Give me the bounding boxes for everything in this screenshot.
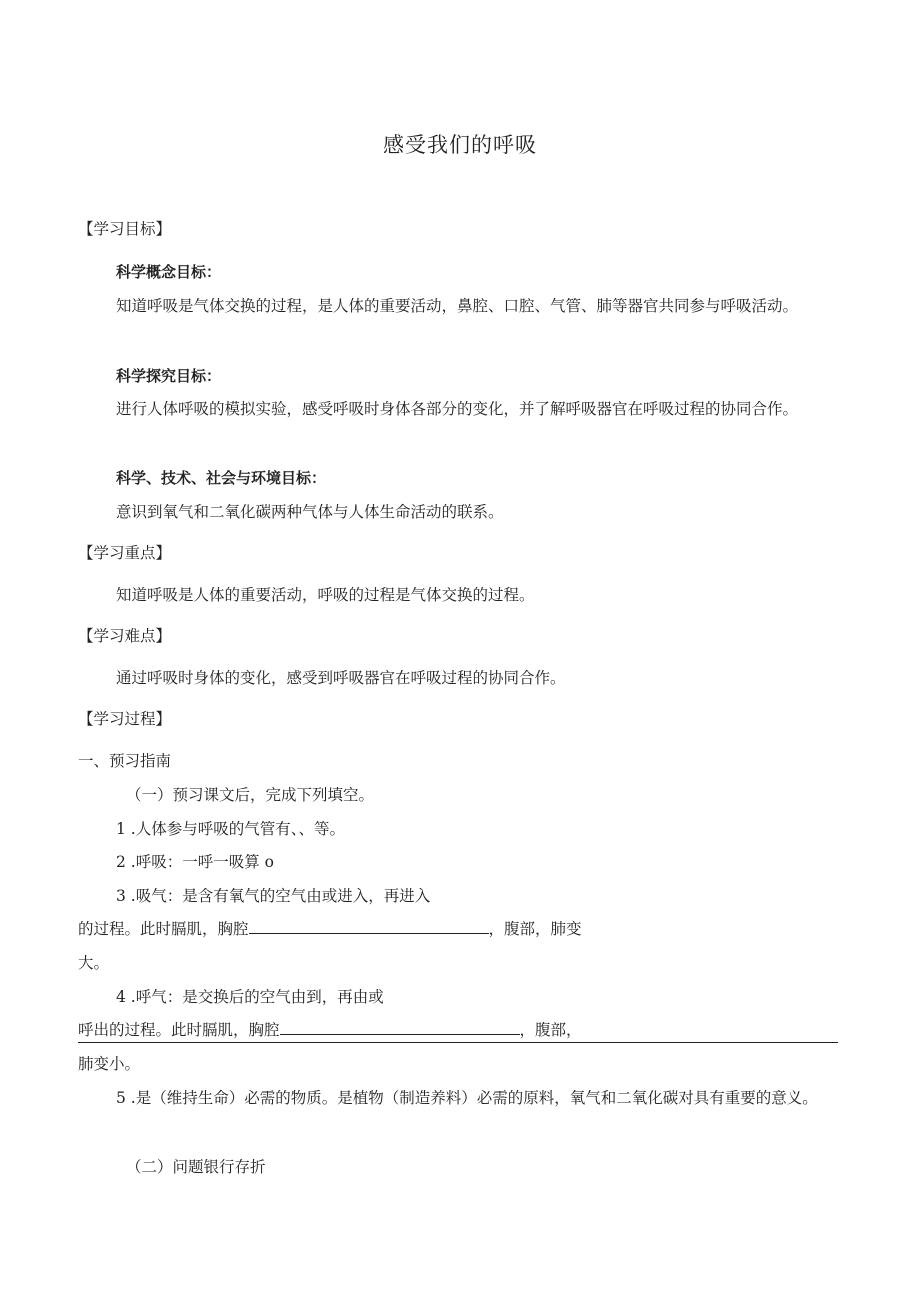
difficulties-heading: 【学习难点】 bbox=[78, 627, 172, 645]
question-2: 2 .呼吸：一呼一吸算 o bbox=[116, 853, 274, 871]
question-3-line2 bbox=[78, 919, 582, 939]
process-heading: 【学习过程】 bbox=[78, 710, 172, 728]
question-4-line1: 4 .呼气：是交换后的空气由到，再由或 bbox=[116, 988, 384, 1006]
concept-goal-label: 科学概念目标： bbox=[116, 263, 222, 281]
question-3-line1: 3 .吸气：是含有氧气的空气由或进入，再进入 bbox=[116, 887, 431, 905]
sts-goal-text: 意识到氧气和二氧化碳两种气体与人体生命活动的联系。 bbox=[116, 503, 504, 521]
divider-line bbox=[78, 1042, 838, 1043]
difficulties-text: 通过呼吸时身体的变化，感受到呼吸器官在呼吸过程的协同合作。 bbox=[116, 669, 566, 687]
inquiry-goal-label: 科学探究目标： bbox=[116, 367, 222, 385]
question-4-line3: 肺变小。 bbox=[78, 1055, 141, 1073]
part1-title: 一、预习指南 bbox=[78, 752, 172, 770]
question-3-line3: 大。 bbox=[78, 954, 110, 972]
inquiry-goal-text: 进行人体呼吸的模拟实验，感受呼吸时身体各部分的变化，并了解呼吸器官在呼吸过程的协同合作。 bbox=[116, 400, 799, 418]
question-4-line2-end: ，腹部， bbox=[519, 1021, 582, 1039]
concept-goal-text: 知道呼吸是气体交换的过程，是人体的重要活动，鼻腔、口腔、气管、肺等器官共同参与呼吸活动。 bbox=[116, 297, 799, 315]
page-title: 感受我们的呼吸 bbox=[383, 133, 537, 157]
sub2-title: （二）问题银行存折 bbox=[126, 1158, 266, 1176]
key-points-heading: 【学习重点】 bbox=[78, 544, 172, 562]
question-4-line2-start: 呼出的过程。此时膈肌，胸腔 bbox=[78, 1021, 280, 1039]
sts-goal-label: 科学、技术、社会与环境目标： bbox=[116, 469, 327, 487]
question-5: 5 .是（维持生命）必需的物质。是植物（制造养料）必需的原料，氧气和二氧化碳对具有重要的意义。 bbox=[116, 1089, 818, 1107]
question-1: 1 .人体参与呼吸的气管有、、等。 bbox=[116, 820, 345, 838]
answer-blank-chest-inhale bbox=[249, 919, 489, 934]
question-4-line2 bbox=[78, 1020, 582, 1040]
question-3-line2-end: ，腹部，肺变 bbox=[488, 920, 582, 938]
sub1-title: （一）预习课文后，完成下列填空。 bbox=[126, 786, 375, 804]
objectives-heading: 【学习目标】 bbox=[78, 220, 172, 238]
question-3-line2-start: 的过程。此时膈肌，胸腔 bbox=[78, 920, 249, 938]
answer-blank-chest-exhale bbox=[280, 1020, 520, 1035]
key-points-text: 知道呼吸是人体的重要活动，呼吸的过程是气体交换的过程。 bbox=[116, 586, 535, 604]
